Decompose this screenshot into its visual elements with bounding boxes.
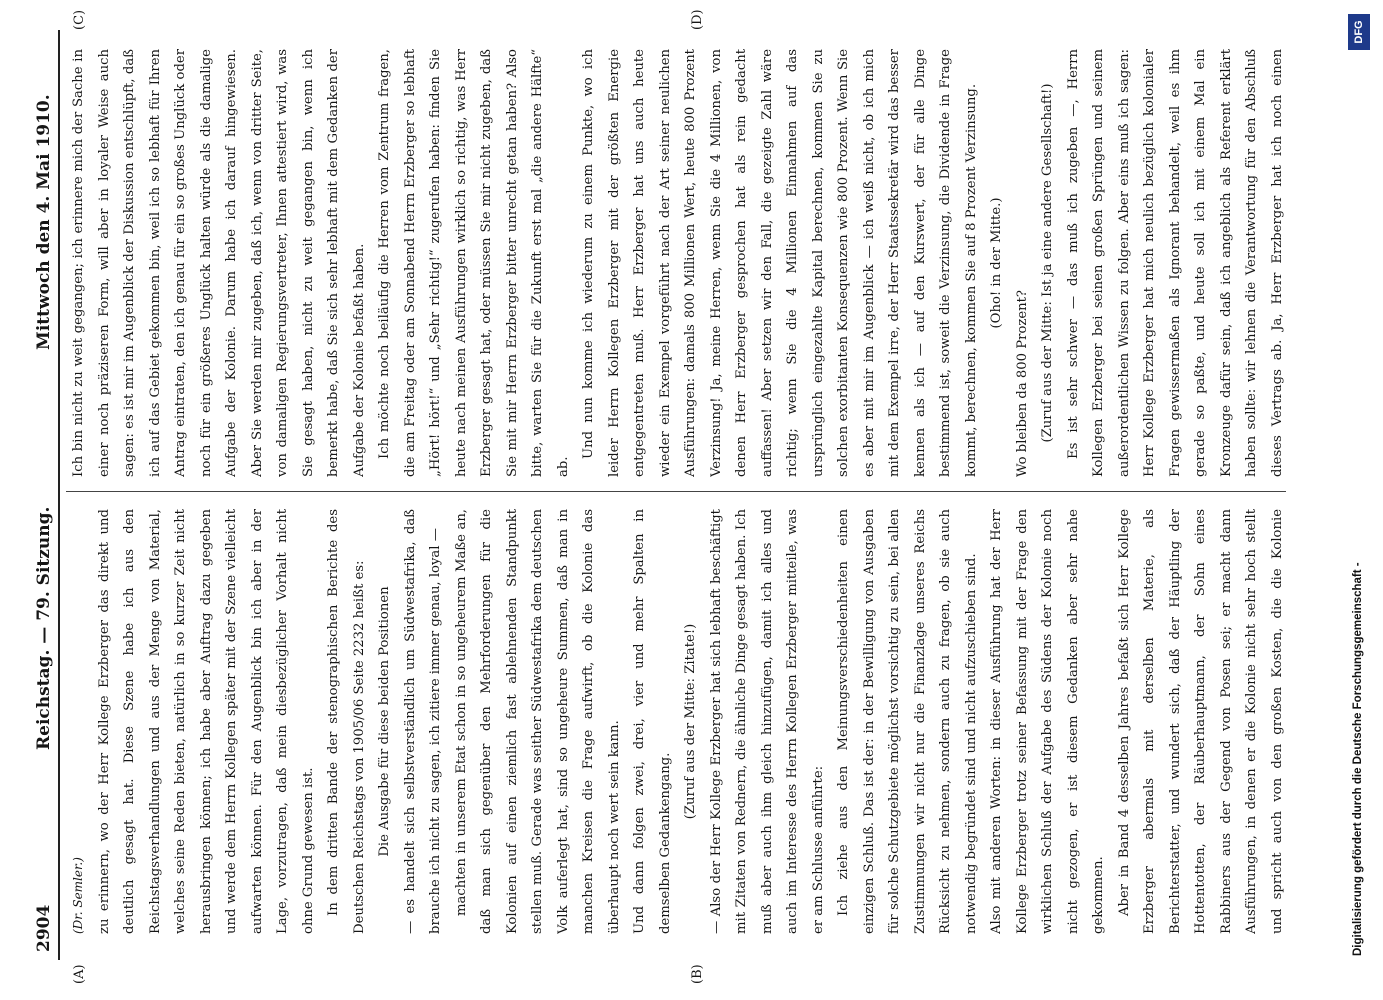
paragraph: Und dann folgen zwei, drei, vier und mehr Spalten in demselben Gedankengang. (632, 509, 673, 934)
paragraph: Es ist sehr schwer — das muß ich zugeben —, Herrn Kollegen Erzberger bei seinen großen Sprüngen und seinem außerordentlichen Wissen zu folgen. Aber eins muß ich sagen: Herr Kollege Erzberger hat mich neulich bezüglich kolonialer Fragen gewissermaßen als Ignorant behandelt, weil es ihm gerade so paßte, und heute soll ich mit einem Mal ein Kronzeuge dafür sein, daß ich angeblich als Referent erklärt haben sollte: wir lehnen die Verantwortung für den Abschluß dieses Vertrags ab. Ja, Herr Erzberger hat ich noch einen (1065, 49, 1285, 477)
quote-paragraph: machten in unserem Etat schon in so ungeheurem Maße an, daß man sich gegenüber den Mehrforderungen für die Kolonien auf einen ziemlich fast ablehnenden Standpunkt stellen muß. Gerade was seither Südwestafrika dem deutschen Volk auferlegt hat, sind so ungeheure Summen, daß man in manchen Kreisen die Frage aufwirft, ob die Kolonie das überhaupt noch wert sein kann. (453, 509, 622, 934)
session-title: Reichstag. — 79. Sitzung. (34, 506, 54, 750)
paragraph: Ich möchte noch beiläufig die Herren vom Zentrum fragen, die am Freitag oder am Sonnabend Herrn Erzberger so lebhaft „Hört! hört!“ und „Sehr richtig!“ zugerufen haben: finden Sie heute nach meinen Ausführungen wirklich so richtig, was Herr Erzberger gesagt hat, oder müssen Sie mir nicht zugeben, daß Sie mit mir Herrn Erzberger bitter unrecht getan haben? Also bitte, warten Sie für die Zukunft erst mal „die andere Hälfte“ ab. (377, 49, 571, 477)
paragraph: zu erinnern, wo der Herr Kollege Erzberger das direkt und deutlich gesagt hat. Diese Szene habe ich aus den Reichstagsverhandlungen und aus der Menge von Material, welches seine Reden bieten, natürlich in so kurzer Zeit nicht herausbringen können; ich habe aber Auftrag dazu gegeben und werde dem Herrn Kollegen später mit der Szene vielleicht aufwarten können. Für den Augenblick bin ich aber in der Lage, vorzutragen, daß mein diesbezüglicher Vorhalt nicht ohne Grund gewesen ist. (96, 509, 316, 934)
paragraph: In dem dritten Bande der stenographischen Berichte des Deutschen Reichstags von 1905/06 Seite 2232 heißt es: (326, 509, 367, 934)
margin-marker-a: (A) (72, 964, 87, 984)
paragraph: Und nun komme ich wiederum zu einem Punkte, wo ich leider Herrn Kollegen Erzberger mit der größten Energie entgegentreten muß. Herr Erzberger hat uns auch heute wieder ein Exempel vorgeführt nach der Art seiner neulichen Ausführungen: damals 800 Millionen Wert, heute 800 Prozent Verzinsung! Ja, meine Herren, wenn Sie die 4 Millionen, von denen Herr Erzberger gesprochen hat als rein gedacht auffassen! Aber setzen wir den Fall, die gezeigte Zahl wäre richtig; wenn Sie die 4 Millionen Einnahmen auf das ursprünglich eingezahlte Kapital berechnen, kommen Sie zu solchen exorbitanten Konsequenzen wie 800 Prozent. Wenn Sie es aber mit mir im Augenblick — ich weiß nicht, ob ich mich mit dem Exempel irre, der Herr Staatssekretär wird das besser kennen als ich — auf den Kurswert, der für alle Dinge bestimmend ist, soweit die Verzinsung, die Dividende in Frage kommt, berechnen, kommen Sie auf 8 Prozent Verzinsung. (581, 49, 979, 477)
paragraph: (Dr. Semler.) (71, 857, 85, 934)
paragraph: Aber in Band 4 desselben Jahres befaßt sich Herr Kollege Erzberger abermals mit derselben Materie, als Berichterstatter, und wundert sich, daß der Häuptling der Hottentotten, der Räuberhauptmann, der Sohn eines Rabbiners aus der Gegend von Posen sei; er macht dann Ausführungen, in denen er die Kolonie nicht sehr hoch stellt und spricht auch von den großen Kosten, die die Kolonie (1116, 509, 1285, 934)
paragraph: — es handelt sich selbstverständlich um Südwestafrika, daß brauche ich nicht zu sagen, ich zitiere immer genau, loyal — (402, 509, 443, 934)
interjection: (Zuruf aus der Mitte: Ist ja eine andere Gesellschaft!) (1040, 83, 1055, 443)
column-divider (66, 491, 1286, 492)
interjection: (Oho! in der Mitte.) (989, 197, 1004, 329)
paragraph: — Also der Herr Kollege Erzberger hat sich lebhaft beschäftigt mit Zitaten von Rednern, die ähnliche Dinge gesagt haben. Ich muß aber auch ihm gleich hinzufügen, damit ich alles und auch im Interesse des Herrn Kollegen Erzberger mitteile, was er am Schlusse anführte: (708, 509, 826, 934)
paragraph: Also mit anderen Worten: in dieser Ausführung hat der Herr Kollege Erzberger trotz seiner Befassung mit der Frage den wirklichen Schluß der Aufgabe des Südens der Kolonie noch nicht gezogen, er ist diesem Gedanken aber sehr nahe gekommen. (989, 509, 1106, 934)
digitization-credit: Digitalisierung gefördert durch die Deutsche Forschungsgemeinschaft - (1352, 562, 1364, 956)
running-header (18, 30, 60, 960)
interjection: (Zuruf aus der Mitte: Zitate!) (683, 623, 698, 820)
paragraph: Ich bin nicht zu weit gegangen; ich erinnere mich der Sache in einer noch präziseren Form, will aber in loyaler Weise auch sagen: es ist mir im Augenblick der Diskussion entschlüpft, daß ich auf das Gebiet gekommen bin, weil ich so lebhaft für Ihren Antrag eintraten, den ich genau für ein so großes Unglück oder noch für ein größeres Unglück halten würde als die damalige Aufgabe der Kolonie. Darum habe ich darauf hingewiesen. Aber Sie werden mir zugeben, daß ich, wenn von dritter Seite, von damaligen Regierungsvertreter, Ihnen attestiert wird, was Sie gesagt haben, nicht zu weit gegangen bin, wenn ich bemerkt habe, daß Sie sich sehr lebhaft mit dem Gedanken der Aufgabe der Kolonie befaßt haben. (71, 49, 367, 477)
page-number: 2904 (34, 904, 54, 952)
margin-marker-d: (D) (690, 9, 705, 30)
quote-paragraph: Ich ziehe aus den Meinungsverschiedenheiten einen einzigen Schluß. Das ist der: in der Bewilligung von Ausgaben für solche Schutzgebiete möglichst vorsichtig zu sein, bei allen Zustimmungen wir nicht nur die Finanzlage unseres Reichs Rücksicht zu nehmen, sondern auch zu fragen, ob sie auch notwendig begründet sind und nicht aufzuschieben sind. (836, 509, 979, 934)
margin-marker-c: (C) (72, 9, 87, 30)
right-text-column (66, 49, 1291, 477)
paragraph: Wo bleiben da 800 Prozent? (1014, 290, 1030, 477)
quote-line: Die Ausgabe für diese beiden Positionen (377, 586, 392, 857)
dfg-logo: DFG (1348, 14, 1370, 50)
margin-marker-b: (B) (690, 964, 705, 984)
session-date: Mittwoch den 4. Mai 1910. (34, 94, 54, 350)
left-text-column (66, 509, 1291, 934)
